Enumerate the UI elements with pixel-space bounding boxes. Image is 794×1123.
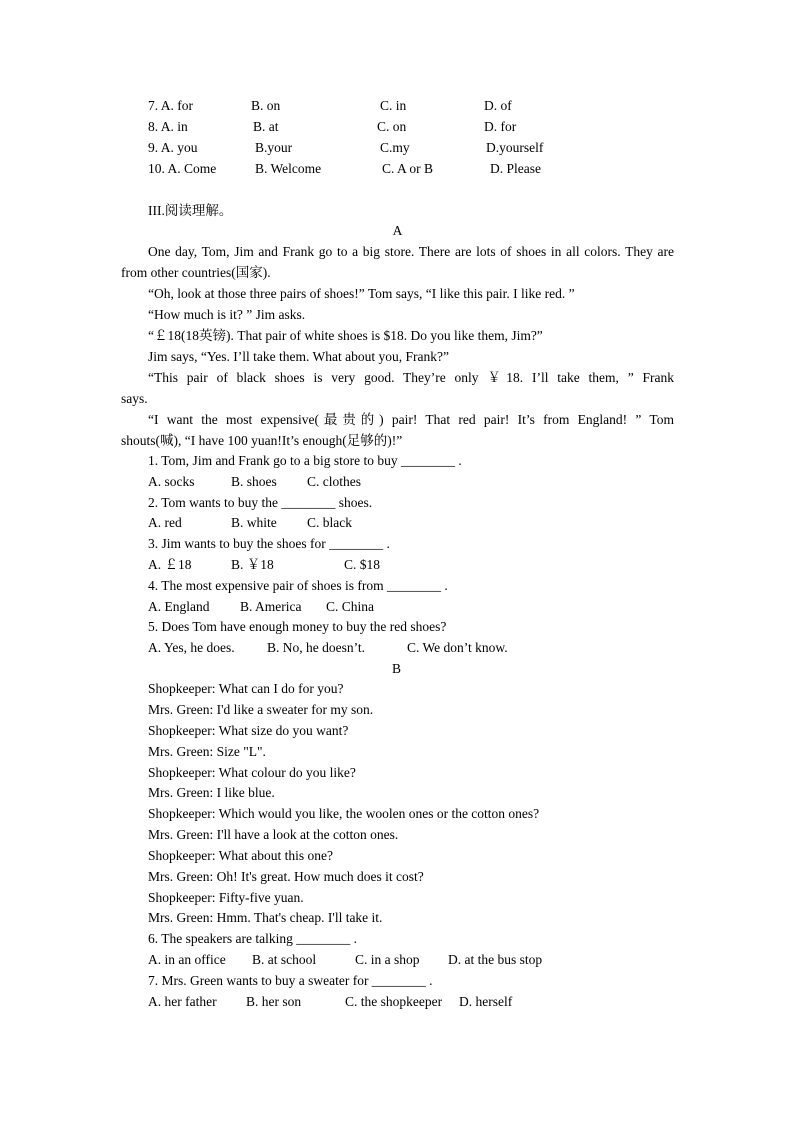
question-stem-row bbox=[0, 970, 794, 991]
dialogue-text: Mrs. Green: I'd like a sweater for my son. bbox=[148, 702, 374, 717]
question-stem: 5. Does Tom have enough money to buy the red shoes? bbox=[148, 619, 447, 634]
passage-line bbox=[0, 262, 794, 283]
question-stem-row bbox=[0, 492, 794, 513]
dialogue-text: Mrs. Green: Hmm. That's cheap. I'll take it. bbox=[148, 910, 383, 925]
question-options-row bbox=[0, 554, 794, 575]
question-options-row bbox=[0, 512, 794, 533]
answer-option: D. at the bus stop bbox=[448, 952, 543, 967]
answer-option: B. white bbox=[231, 515, 277, 530]
question-stem: 6. The speakers are talking ________ . bbox=[148, 931, 357, 946]
answer-option: C. in a shop bbox=[355, 952, 420, 967]
passage-text: shouts(喊), “I have 100 yuan!It’s enough(足够的)!” bbox=[121, 433, 403, 448]
question-stem: 2. Tom wants to buy the ________ shoes. bbox=[148, 495, 373, 510]
question-stem-row bbox=[0, 575, 794, 596]
answer-option: B. America bbox=[240, 599, 302, 614]
answer-option: C. the shopkeeper bbox=[345, 994, 443, 1009]
question-stem: 3. Jim wants to buy the shoes for ________ . bbox=[148, 536, 390, 551]
dialogue-line bbox=[0, 762, 794, 783]
passage-text: says. bbox=[121, 391, 148, 406]
dialogue-line bbox=[0, 699, 794, 720]
dialogue-line bbox=[0, 907, 794, 928]
passage-line bbox=[0, 367, 794, 388]
answer-option: B. her son bbox=[246, 994, 302, 1009]
answer-option: C. clothes bbox=[307, 474, 361, 489]
answer-option: A. ￡18 bbox=[148, 557, 192, 572]
question-stem: 4. The most expensive pair of shoes is from ________ . bbox=[148, 578, 448, 593]
dialogue-line bbox=[0, 824, 794, 845]
dialogue-line bbox=[0, 720, 794, 741]
passage-heading-row bbox=[0, 658, 794, 679]
dialogue-text: Mrs. Green: Oh! It's great. How much does it cost? bbox=[148, 869, 424, 884]
option-a: 10. A. Come bbox=[148, 161, 217, 176]
dialogue-text: Shopkeeper: What about this one? bbox=[148, 848, 333, 863]
passage-text: “How much is it? ” Jim asks. bbox=[148, 307, 306, 322]
passage-line bbox=[0, 430, 794, 451]
passage-line bbox=[0, 241, 794, 262]
dialogue-line bbox=[0, 803, 794, 824]
answer-option: A. socks bbox=[148, 474, 195, 489]
option-c: C. on bbox=[377, 119, 407, 134]
question-stem-row bbox=[0, 928, 794, 949]
passage-text: “I want the most expensive(最贵的) pair! That red pair! It’s from England! ” Tom bbox=[148, 412, 674, 427]
passage-text: “Oh, look at those three pairs of shoes!” Tom says, “I like this pair. I like red. ” bbox=[148, 286, 575, 301]
dialogue-line bbox=[0, 887, 794, 908]
dialogue-line bbox=[0, 741, 794, 762]
option-row bbox=[0, 137, 794, 158]
passage-line bbox=[0, 304, 794, 325]
option-d: D. Please bbox=[490, 161, 541, 176]
dialogue-line bbox=[0, 866, 794, 887]
answer-option: C. black bbox=[307, 515, 352, 530]
dialogue-text: Mrs. Green: I'll have a look at the cotton ones. bbox=[148, 827, 399, 842]
question-stem-row bbox=[0, 533, 794, 554]
passage-text: from other countries(国家). bbox=[121, 265, 271, 280]
answer-option: B. shoes bbox=[231, 474, 277, 489]
passage-line bbox=[0, 283, 794, 304]
option-d: D. of bbox=[484, 98, 512, 113]
answer-option: C. $18 bbox=[344, 557, 381, 572]
answer-option: A. England bbox=[148, 599, 210, 614]
passage-heading-row bbox=[0, 220, 794, 241]
dialogue-text: Shopkeeper: What colour do you like? bbox=[148, 765, 356, 780]
option-c: C. A or B bbox=[382, 161, 434, 176]
option-b: B. Welcome bbox=[255, 161, 322, 176]
option-b: B.your bbox=[255, 140, 293, 155]
answer-option: B. at school bbox=[252, 952, 317, 967]
option-b: B. on bbox=[251, 98, 281, 113]
answer-option: C. We don’t know. bbox=[407, 640, 508, 655]
option-a: 8. A. in bbox=[148, 119, 188, 134]
question-options-row bbox=[0, 991, 794, 1012]
question-options-row bbox=[0, 471, 794, 492]
passage-text: Jim says, “Yes. I’ll take them. What about you, Frank?” bbox=[148, 349, 449, 364]
option-c: C. in bbox=[380, 98, 407, 113]
passage-line bbox=[0, 325, 794, 346]
answer-option: B. No, he doesn’t. bbox=[267, 640, 365, 655]
answer-option: D. herself bbox=[459, 994, 513, 1009]
section-title: III.阅读理解。 bbox=[148, 203, 233, 218]
passage-text: One day, Tom, Jim and Frank go to a big store. There are lots of shoes in all colors. They are bbox=[148, 244, 674, 259]
passage-line bbox=[0, 409, 794, 430]
dialogue-text: Mrs. Green: Size "L". bbox=[148, 744, 266, 759]
option-row bbox=[0, 158, 794, 179]
question-stem: 1. Tom, Jim and Frank go to a big store to buy ________ . bbox=[148, 453, 462, 468]
section-title-row bbox=[0, 200, 794, 221]
dialogue-line bbox=[0, 845, 794, 866]
passage-line bbox=[0, 346, 794, 367]
passage-b-heading: B bbox=[391, 661, 401, 676]
dialogue-text: Mrs. Green: I like blue. bbox=[148, 785, 275, 800]
option-row bbox=[0, 95, 794, 116]
dialogue-text: Shopkeeper: What size do you want? bbox=[148, 723, 349, 738]
option-c: C.my bbox=[380, 140, 410, 155]
passage-a-heading: A bbox=[392, 223, 403, 238]
option-d: D.yourself bbox=[486, 140, 544, 155]
option-a: 7. A. for bbox=[148, 98, 193, 113]
option-b: B. at bbox=[253, 119, 279, 134]
question-stem-row bbox=[0, 616, 794, 637]
question-stem: 7. Mrs. Green wants to buy a sweater for ________ . bbox=[148, 973, 433, 988]
passage-text: “￡18(18英镑). That pair of white shoes is $18. Do you like them, Jim?” bbox=[148, 328, 543, 343]
passage-line bbox=[0, 388, 794, 409]
answer-option: C. China bbox=[326, 599, 375, 614]
dialogue-text: Shopkeeper: Which would you like, the woolen ones or the cotton ones? bbox=[148, 806, 540, 821]
dialogue-text: Shopkeeper: Fifty-five yuan. bbox=[148, 890, 304, 905]
question-stem-row bbox=[0, 450, 794, 471]
answer-option: A. her father bbox=[148, 994, 217, 1009]
question-options-row bbox=[0, 949, 794, 970]
dialogue-line bbox=[0, 782, 794, 803]
answer-option: A. in an office bbox=[148, 952, 226, 967]
passage-text: “This pair of black shoes is very good. They’re only ￥18. I’ll take them, ” Frank bbox=[148, 370, 674, 385]
question-options-row bbox=[0, 637, 794, 658]
answer-option: A. Yes, he does. bbox=[148, 640, 235, 655]
option-row bbox=[0, 116, 794, 137]
option-d: D. for bbox=[484, 119, 517, 134]
dialogue-line bbox=[0, 678, 794, 699]
question-options-row bbox=[0, 596, 794, 617]
dialogue-text: Shopkeeper: What can I do for you? bbox=[148, 681, 344, 696]
option-a: 9. A. you bbox=[148, 140, 198, 155]
answer-option: B. ￥18 bbox=[231, 557, 274, 572]
answer-option: A. red bbox=[148, 515, 182, 530]
